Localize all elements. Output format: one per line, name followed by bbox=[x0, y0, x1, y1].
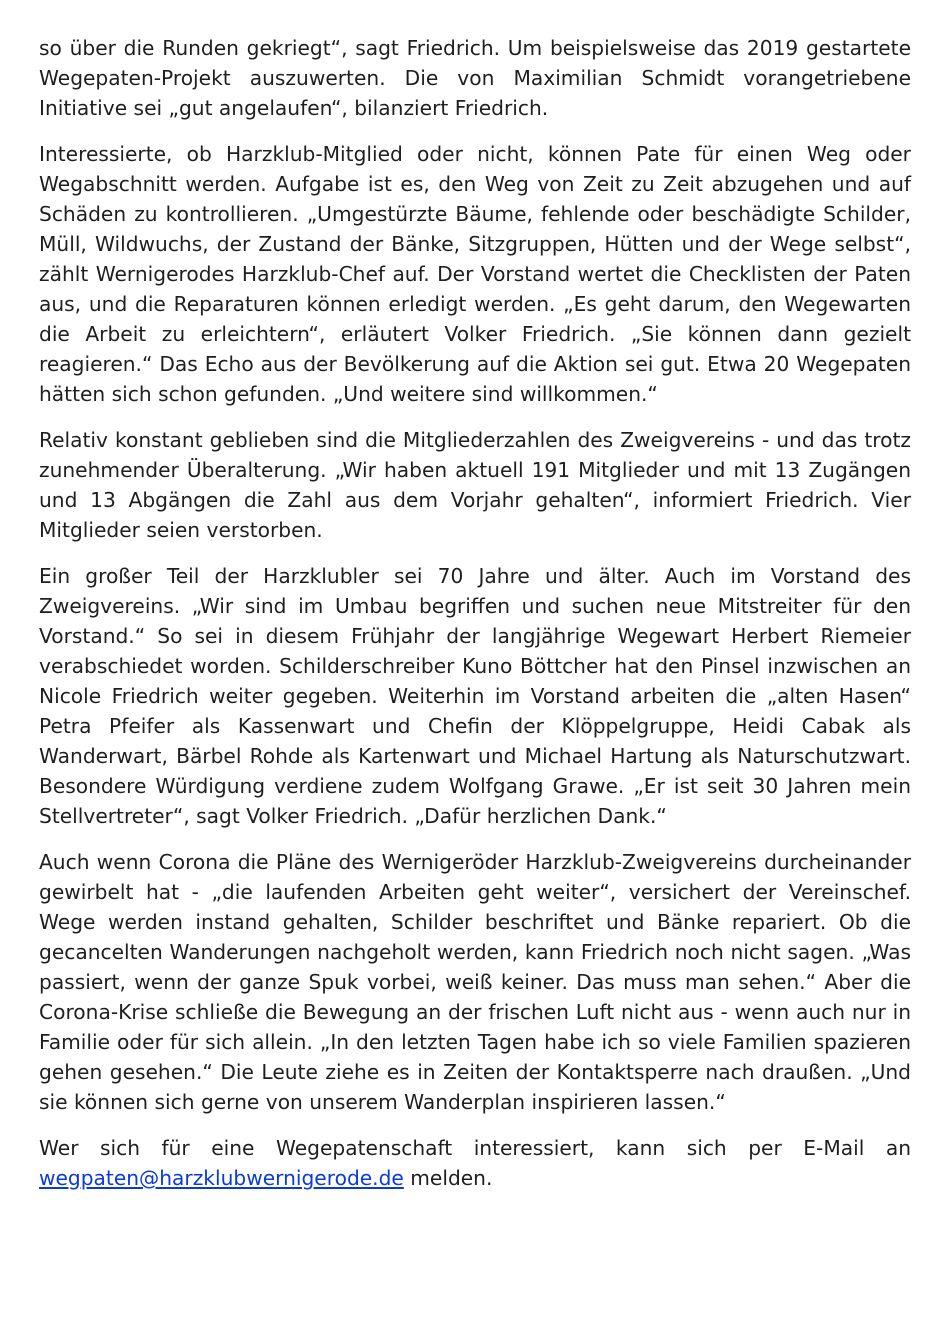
article-paragraph-5: Auch wenn Corona die Pläne des Wernigeröder Harzklub-Zweigvereins durcheinander gewirbelt hat - „die laufenden Arbeiten geht weiter“, versichert der Vereinschef. Wege werden instand gehalten, Schilder beschriftet und Bänke repariert. Ob die gecancelten Wanderungen nachgeholt werden, kann Friedrich noch nicht sagen. „Was passiert, wenn der ganze Spuk vorbei, weiß keiner. Das muss man sehen.“ Aber die Corona-Krise schließe die Bewegung an der frischen Luft nicht aus - wenn auch nur in Familie oder für sich allein. „In den letzten Tagen habe ich so viele Familien spazieren gehen gesehen.“ Die Leute ziehe es in Zeiten der Kontaktsperre nach draußen. „Und sie können sich gerne von unserem Wanderplan inspirieren lassen.“ bbox=[39, 850, 911, 1114]
closing-text-before: Wer sich für eine Wegepatenschaft interessiert, kann sich per E-Mail an bbox=[39, 1136, 911, 1160]
email-link[interactable]: wegpaten@harzklubwernigerode.de bbox=[39, 1166, 404, 1190]
article-paragraph-4: Ein großer Teil der Harzklubler sei 70 Jahre und älter. Auch im Vorstand des Zweigvereins. „Wir sind im Umbau begriffen und suchen neue Mitstreiter für den Vorstand.“ So sei in diesem Frühjahr der langjährige Wegewart Herbert Riemeier verabschiedet worden. Schilderschreiber Kuno Böttcher hat den Pinsel inzwischen an Nicole Friedrich weiter gegeben. Weiterhin im Vorstand arbeiten die „alten Hasen“ Petra Pfeifer als Kassenwart und Chefin der Klöppelgruppe, Heidi Cabak als Wanderwart, Bärbel Rohde als Kartenwart und Michael Hartung als Naturschutzwart. Besondere Würdigung verdiene zudem Wolfgang Grawe. „Er ist seit 30 Jahren mein Stellvertreter“, sagt Volker Friedrich. „Dafür herzlichen Dank.“ bbox=[39, 564, 911, 828]
closing-text-after: melden. bbox=[403, 1166, 493, 1190]
article-body bbox=[39, 33, 911, 1209]
article-closing-paragraph bbox=[39, 1133, 911, 1193]
article-paragraph-1: so über die Runden gekriegt“, sagt Friedrich. Um beispielsweise das 2019 gestartete Wegepaten-Projekt auszuwerten. Die von Maximilian Schmidt vorangetriebene Initiative sei „gut angelaufen“, bilanziert Friedrich. bbox=[39, 36, 911, 120]
article-paragraph-2: Interessierte, ob Harzklub-Mitglied oder nicht, können Pate für einen Weg oder Wegabschnitt werden. Aufgabe ist es, den Weg von Zeit zu Zeit abzugehen und auf Schäden zu kontrollieren. „Umgestürzte Bäume, fehlende oder beschädigte Schilder, Müll, Wildwuchs, der Zustand der Bänke, Sitzgruppen, Hütten und der Wege selbst“, zählt Wernigerodes Harzklub-Chef auf. Der Vorstand wertet die Checklisten der Paten aus, und die Reparaturen können erledigt werden. „Es geht darum, den Wegewarten die Arbeit zu erleichtern“, erläutert Volker Friedrich. „Sie können dann gezielt reagieren.“ Das Echo aus der Bevölkerung auf die Aktion sei gut. Etwa 20 Wegepaten hätten sich schon gefunden. „Und weitere sind willkommen.“ bbox=[39, 142, 911, 406]
article-paragraph-3: Relativ konstant geblieben sind die Mitgliederzahlen des Zweigvereins - und das trotz zunehmender Überalterung. „Wir haben aktuell 191 Mitglieder und mit 13 Zugängen und 13 Abgängen die Zahl aus dem Vorjahr gehalten“, informiert Friedrich. Vier Mitglieder seien verstorben. bbox=[39, 428, 911, 542]
